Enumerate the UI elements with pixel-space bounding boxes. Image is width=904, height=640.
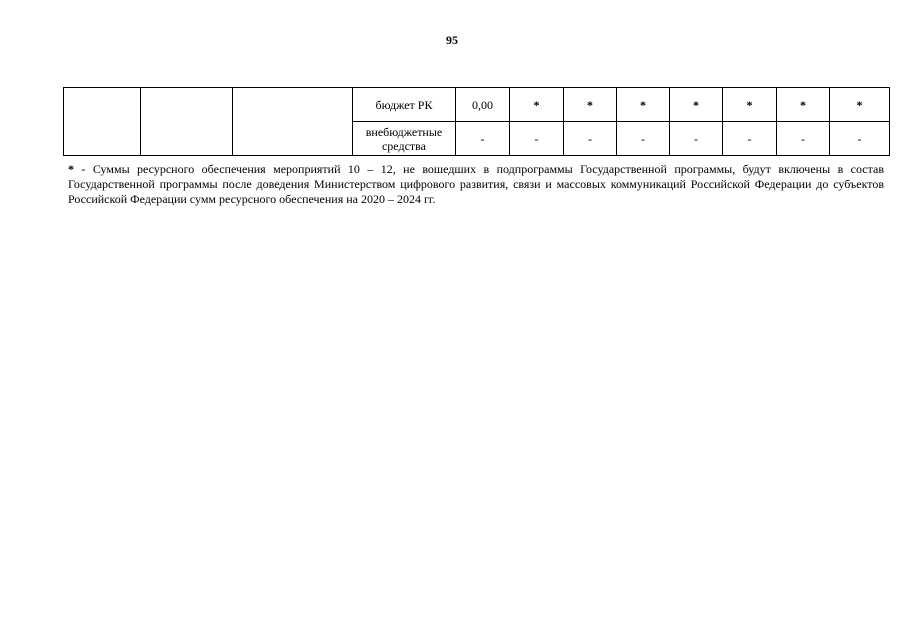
year-value: - — [564, 122, 617, 156]
year-value: * — [777, 88, 830, 122]
year-value: - — [830, 122, 890, 156]
footnote — [68, 162, 884, 207]
year-value: - — [670, 122, 723, 156]
table-row — [64, 88, 890, 122]
total-value: - — [456, 122, 510, 156]
empty-cell — [64, 88, 141, 156]
year-value: * — [617, 88, 670, 122]
funding-source: внебюджетные средства — [353, 122, 456, 156]
funding-source: бюджет РК — [353, 88, 456, 122]
empty-cell — [141, 88, 233, 156]
year-value: - — [510, 122, 564, 156]
year-value: * — [830, 88, 890, 122]
total-value: 0,00 — [456, 88, 510, 122]
footnote-marker: * — [68, 162, 74, 176]
funding-table — [63, 87, 890, 156]
year-value: - — [723, 122, 777, 156]
year-value: - — [777, 122, 830, 156]
year-value: * — [670, 88, 723, 122]
footnote-text: - Суммы ресурсного обеспечения мероприятий 10 – 12, не вошедших в подпрограммы Государственной программы, будут включены в состав Государственной программы после доведения Министерством цифрового развития, связи и массовых коммуникаций Российской Федерации до субъектов Российской Федерации сумм ресурсного обеспечения на 2020 – 2024 гг. — [68, 162, 884, 206]
year-value: * — [564, 88, 617, 122]
year-value: - — [617, 122, 670, 156]
empty-cell — [233, 88, 353, 156]
page-number: 95 — [446, 33, 458, 47]
year-value: * — [723, 88, 777, 122]
year-value: * — [510, 88, 564, 122]
